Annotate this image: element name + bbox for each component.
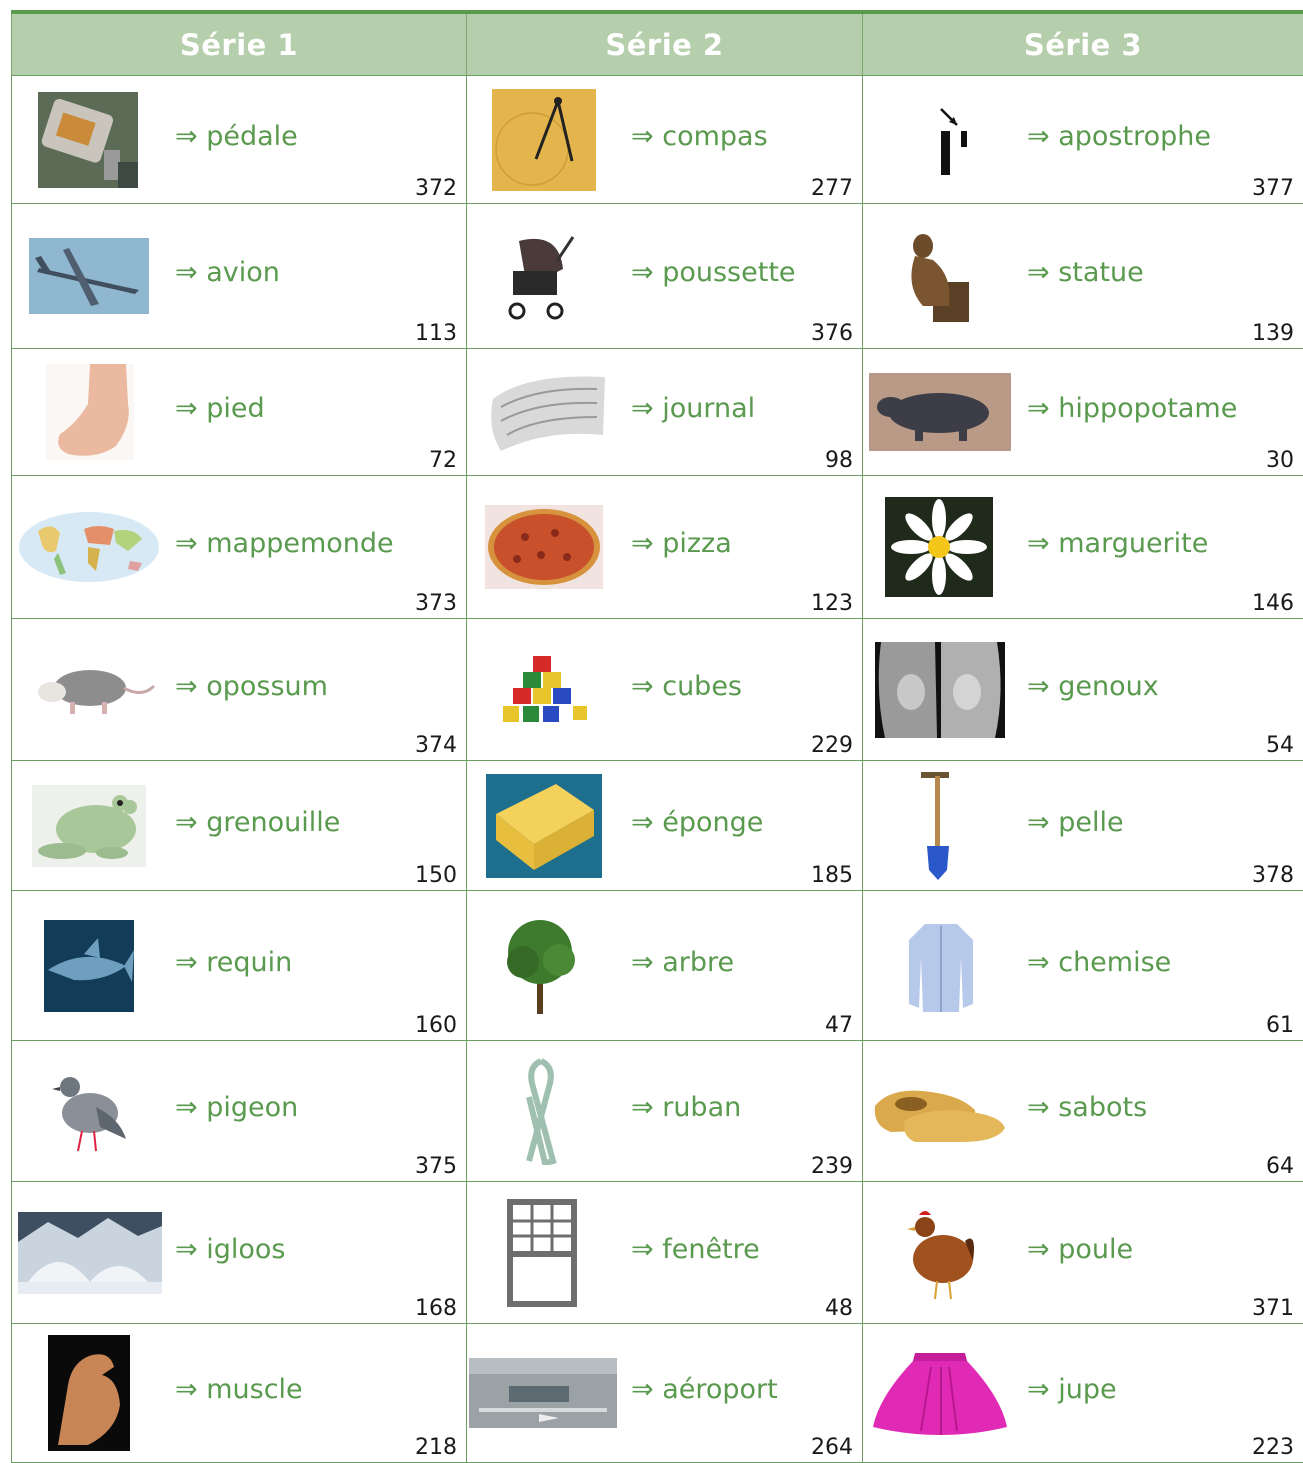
item-number: 30 <box>1266 448 1294 473</box>
item-number: 146 <box>1252 591 1294 616</box>
word-cell <box>467 1041 863 1182</box>
word-text: aéroport <box>662 1374 778 1405</box>
apostrophe-image <box>931 105 981 175</box>
word-label <box>175 806 340 837</box>
word-text: arbre <box>662 946 734 977</box>
word-text: requin <box>206 946 292 977</box>
word-cell <box>863 891 1303 1041</box>
item-number: 377 <box>1252 176 1294 201</box>
item-number: 64 <box>1266 1154 1294 1179</box>
word-text: cubes <box>662 670 742 701</box>
word-text: éponge <box>662 806 763 837</box>
item-number: 185 <box>811 863 853 888</box>
word-text: chemise <box>1058 946 1171 977</box>
world-map-image <box>18 511 160 583</box>
word-text: pizza <box>662 528 732 559</box>
header-serie-1: Série 1 <box>12 12 467 76</box>
statue-image <box>893 226 973 326</box>
word-label <box>1027 806 1124 837</box>
stroller-image <box>497 231 577 321</box>
word-cell <box>467 349 863 476</box>
arrow-icon: ⇒ <box>1027 257 1050 288</box>
item-number: 376 <box>811 321 853 346</box>
frog-image <box>32 785 146 867</box>
word-label <box>1027 1374 1117 1405</box>
word-label <box>175 257 280 288</box>
word-label <box>175 1374 303 1405</box>
word-label <box>1027 946 1171 977</box>
arrow-icon: ⇒ <box>631 1233 654 1264</box>
word-text: poule <box>1058 1233 1133 1264</box>
arrow-icon: ⇒ <box>631 806 654 837</box>
word-cell <box>12 1182 467 1324</box>
arrow-icon: ⇒ <box>175 393 198 424</box>
table-row <box>12 476 1303 619</box>
arrow-icon: ⇒ <box>631 670 654 701</box>
word-label <box>631 393 755 424</box>
table-row <box>12 1041 1303 1182</box>
table-row <box>12 891 1303 1041</box>
arrow-icon: ⇒ <box>175 806 198 837</box>
item-number: 150 <box>415 863 457 888</box>
igloos-image <box>18 1212 162 1294</box>
arrow-icon: ⇒ <box>1027 670 1050 701</box>
word-label <box>631 257 796 288</box>
item-number: 371 <box>1252 1296 1294 1321</box>
word-cell <box>467 891 863 1041</box>
header-serie-3: Série 3 <box>863 12 1303 76</box>
arrow-icon: ⇒ <box>1027 393 1050 424</box>
word-cell <box>863 1324 1303 1463</box>
item-number: 223 <box>1252 1435 1294 1460</box>
blocks-image <box>493 654 597 726</box>
word-label <box>631 528 732 559</box>
newspaper-image <box>487 369 607 455</box>
arrow-icon: ⇒ <box>631 946 654 977</box>
word-cell <box>12 1324 467 1463</box>
word-label <box>1027 528 1208 559</box>
word-text: opossum <box>206 670 328 701</box>
item-number: 98 <box>825 448 853 473</box>
word-label <box>1027 1092 1147 1123</box>
item-number: 139 <box>1252 321 1294 346</box>
table-row <box>12 204 1303 349</box>
word-cell <box>467 1324 863 1463</box>
arrow-icon: ⇒ <box>631 528 654 559</box>
item-number: 375 <box>415 1154 457 1179</box>
word-label <box>175 946 292 977</box>
compass-image <box>492 89 596 191</box>
arrow-icon: ⇒ <box>631 120 654 151</box>
word-text: pédale <box>206 120 298 151</box>
item-number: 48 <box>825 1296 853 1321</box>
word-label <box>631 1092 741 1123</box>
table-row <box>12 619 1303 761</box>
table-row <box>12 761 1303 891</box>
word-label <box>175 1092 298 1123</box>
item-number: 168 <box>415 1296 457 1321</box>
word-label <box>631 1233 760 1264</box>
airplane-image <box>29 238 149 314</box>
item-number: 72 <box>429 448 457 473</box>
word-cell <box>863 761 1303 891</box>
item-number: 123 <box>811 591 853 616</box>
shark-image <box>44 920 134 1012</box>
table-row <box>12 76 1303 204</box>
item-number: 160 <box>415 1013 457 1038</box>
item-number: 264 <box>811 1435 853 1460</box>
arrow-icon: ⇒ <box>631 1092 654 1123</box>
word-cell <box>467 204 863 349</box>
tree-image <box>497 916 583 1016</box>
word-cell <box>12 349 467 476</box>
word-text: hippopotame <box>1058 393 1237 424</box>
word-text: igloos <box>206 1233 285 1264</box>
word-table <box>11 10 1303 1463</box>
word-text: poussette <box>662 257 795 288</box>
arrow-icon: ⇒ <box>175 1092 198 1123</box>
item-number: 113 <box>415 321 457 346</box>
word-text: pied <box>206 393 264 424</box>
word-text: fenêtre <box>662 1233 760 1264</box>
item-number: 61 <box>1266 1013 1294 1038</box>
word-cell <box>863 1041 1303 1182</box>
word-cell <box>12 204 467 349</box>
daisy-image <box>885 497 993 597</box>
table-row <box>12 1324 1303 1463</box>
pizza-image <box>485 505 603 589</box>
word-cell <box>467 476 863 619</box>
item-number: 372 <box>415 176 457 201</box>
arrow-icon: ⇒ <box>175 946 198 977</box>
arrow-icon: ⇒ <box>1027 120 1050 151</box>
word-text: pigeon <box>206 1092 298 1123</box>
window-image <box>507 1199 577 1307</box>
word-cell <box>467 1182 863 1324</box>
arrow-icon: ⇒ <box>631 1374 654 1405</box>
word-cell <box>863 1182 1303 1324</box>
word-label <box>631 1374 778 1405</box>
word-cell <box>12 476 467 619</box>
word-cell <box>12 761 467 891</box>
word-text: mappemonde <box>206 528 393 559</box>
word-cell <box>467 619 863 761</box>
table-row <box>12 349 1303 476</box>
arrow-icon: ⇒ <box>1027 528 1050 559</box>
knees-image <box>875 642 1005 738</box>
word-cell <box>863 619 1303 761</box>
arrow-icon: ⇒ <box>1027 806 1050 837</box>
word-cell <box>863 476 1303 619</box>
word-label <box>175 670 328 701</box>
word-text: pelle <box>1058 806 1123 837</box>
word-cell <box>863 349 1303 476</box>
hen-image <box>903 1201 977 1305</box>
word-label <box>175 528 394 559</box>
word-text: statue <box>1058 257 1144 288</box>
word-label <box>175 393 265 424</box>
word-label <box>1027 1233 1133 1264</box>
word-cell <box>863 204 1303 349</box>
word-text: genoux <box>1058 670 1158 701</box>
item-number: 239 <box>811 1154 853 1179</box>
item-number: 373 <box>415 591 457 616</box>
arrow-icon: ⇒ <box>1027 1374 1050 1405</box>
pigeon-image <box>48 1063 128 1159</box>
arrow-icon: ⇒ <box>1027 946 1050 977</box>
shovel-image <box>913 770 963 882</box>
arrow-icon: ⇒ <box>175 257 198 288</box>
word-label <box>631 670 742 701</box>
word-cell <box>12 891 467 1041</box>
header-row <box>12 12 1303 76</box>
word-text: compas <box>662 120 767 151</box>
word-label <box>1027 257 1144 288</box>
sponge-image <box>486 774 602 878</box>
item-number: 47 <box>825 1013 853 1038</box>
word-cell <box>12 1041 467 1182</box>
item-number: 229 <box>811 733 853 758</box>
word-text: grenouille <box>206 806 340 837</box>
item-number: 277 <box>811 176 853 201</box>
shirt-image <box>903 918 979 1014</box>
word-cell <box>863 76 1303 204</box>
word-text: marguerite <box>1058 528 1208 559</box>
word-cell <box>467 76 863 204</box>
foot-image <box>46 364 134 460</box>
word-label <box>1027 670 1159 701</box>
item-number: 218 <box>415 1435 457 1460</box>
arrow-icon: ⇒ <box>1027 1233 1050 1264</box>
clogs-image <box>871 1076 1007 1146</box>
word-text: ruban <box>662 1092 741 1123</box>
word-label <box>631 120 768 151</box>
arm-muscle-image <box>48 1335 130 1451</box>
item-number: 374 <box>415 733 457 758</box>
header-serie-2: Série 2 <box>467 12 863 76</box>
item-number: 54 <box>1266 733 1294 758</box>
word-text: sabots <box>1058 1092 1147 1123</box>
word-label <box>1027 120 1211 151</box>
word-text: muscle <box>206 1374 302 1405</box>
opossum-image <box>30 658 156 722</box>
table-row <box>12 1182 1303 1324</box>
item-number: 378 <box>1252 863 1294 888</box>
word-label <box>175 120 298 151</box>
word-label <box>631 806 763 837</box>
word-label <box>175 1233 285 1264</box>
word-label <box>631 946 734 977</box>
arrow-icon: ⇒ <box>175 528 198 559</box>
arrow-icon: ⇒ <box>175 1233 198 1264</box>
pedal-image <box>38 92 138 188</box>
word-text: apostrophe <box>1058 120 1211 151</box>
arrow-icon: ⇒ <box>631 257 654 288</box>
word-label <box>1027 393 1237 424</box>
arrow-icon: ⇒ <box>175 670 198 701</box>
hippo-image <box>869 373 1011 451</box>
word-cell <box>12 619 467 761</box>
ribbon-image <box>523 1057 559 1165</box>
arrow-icon: ⇒ <box>175 120 198 151</box>
word-text: jupe <box>1058 1374 1116 1405</box>
word-text: journal <box>662 393 755 424</box>
word-text: avion <box>206 257 280 288</box>
arrow-icon: ⇒ <box>175 1374 198 1405</box>
word-cell <box>12 76 467 204</box>
skirt-image <box>871 1347 1009 1439</box>
arrow-icon: ⇒ <box>1027 1092 1050 1123</box>
word-cell <box>467 761 863 891</box>
arrow-icon: ⇒ <box>631 393 654 424</box>
airport-image <box>469 1358 617 1428</box>
